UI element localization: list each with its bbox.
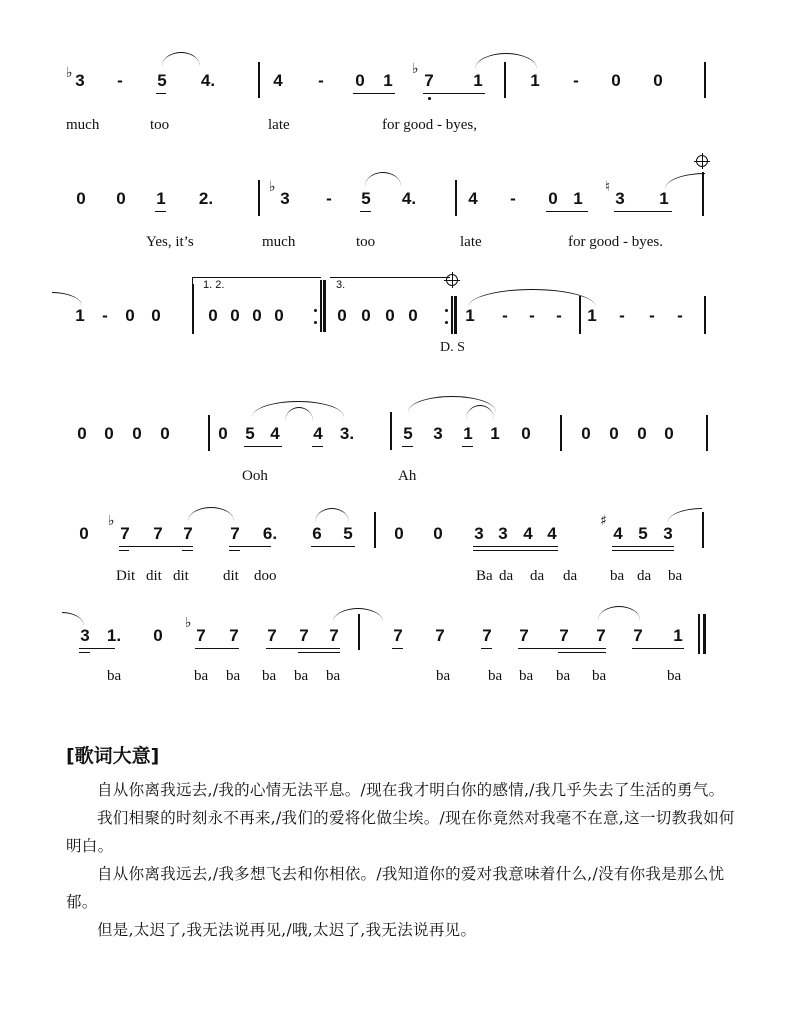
note: 1 — [473, 71, 483, 90]
translation-paragraph: 我们相聚的时刻永不再来,/我们的爱将化做尘埃。/现在你竟然对我毫不在意,这一切教我如何明白。 — [66, 809, 735, 855]
note: 3 — [433, 424, 443, 443]
note: 3 — [75, 71, 85, 90]
end-repeat-barline-thick — [323, 280, 326, 332]
dash: - — [649, 306, 655, 325]
underline — [79, 652, 90, 653]
note: 4. — [200, 71, 216, 90]
note: 3 — [474, 524, 484, 543]
note: 0 — [355, 71, 365, 90]
note: 0 — [394, 524, 404, 543]
lyric: for good - byes. — [568, 234, 663, 250]
lyric: dit — [173, 568, 189, 584]
slur — [365, 172, 401, 186]
underline — [473, 546, 558, 547]
note: 0 — [77, 424, 87, 443]
lyric: ba — [519, 668, 534, 684]
sharp-sign: ♯ — [600, 513, 607, 529]
note: 0 — [151, 306, 161, 325]
underline — [119, 550, 129, 551]
note: 0 — [408, 306, 418, 325]
note: 0 — [218, 424, 228, 443]
note: 0 — [79, 524, 89, 543]
lyric: Ah — [398, 468, 417, 484]
lyric: ba — [592, 668, 607, 684]
tie — [188, 507, 234, 521]
lyric: ba — [326, 668, 341, 684]
barline — [208, 415, 210, 451]
lyric: much — [262, 234, 296, 250]
tie-start — [668, 508, 702, 522]
underline — [311, 546, 355, 547]
dash: - — [318, 71, 324, 90]
note: 4 — [613, 524, 623, 543]
note: 4 — [313, 424, 323, 443]
lyrics-translation — [66, 742, 736, 944]
note: 0 — [361, 306, 371, 325]
note: 0 — [252, 306, 262, 325]
lyric: da — [530, 568, 545, 584]
lyric: ba — [488, 668, 503, 684]
barline — [560, 415, 562, 451]
note: 7 — [229, 626, 239, 645]
note: 0 — [160, 424, 170, 443]
underline — [266, 648, 340, 649]
note: 4 — [270, 424, 280, 443]
note: 4 — [273, 71, 283, 90]
note: 0 — [664, 424, 674, 443]
lyric: ba — [556, 668, 571, 684]
translation-paragraph: 但是,太迟了,我无法说再见,/哦,太迟了,我无法说再见。 — [97, 921, 477, 939]
note: 1 — [383, 71, 393, 90]
lyric: ba — [226, 668, 241, 684]
translation-paragraph: 自从你离我远去,/我的心情无法平息。/现在我才明白你的感情,/我几乎失去了生活的勇气。 — [97, 781, 725, 799]
note: 2. — [198, 189, 214, 208]
dash: - — [102, 306, 108, 325]
lyric: too — [150, 117, 170, 133]
barline — [455, 180, 457, 216]
note: 0 — [548, 189, 558, 208]
note: 7 — [596, 626, 606, 645]
note: 0 — [581, 424, 591, 443]
note: 4 — [547, 524, 557, 543]
underline — [632, 648, 684, 649]
barline — [374, 512, 376, 548]
lyric: much — [66, 117, 100, 133]
underline — [312, 446, 323, 447]
repeat-dot — [445, 309, 448, 312]
dash: - — [529, 306, 535, 325]
dash: - — [326, 189, 332, 208]
lyric: ba — [610, 568, 625, 584]
note: 1 — [75, 306, 85, 325]
note: 3 — [80, 626, 90, 645]
note: 7 — [424, 71, 434, 90]
underline — [546, 211, 588, 212]
final-barline-thick — [703, 614, 706, 654]
note: 3 — [663, 524, 673, 543]
lyric: ba — [194, 668, 209, 684]
note: 1 — [573, 189, 583, 208]
note: 7 — [329, 626, 339, 645]
lyric: Ooh — [242, 468, 268, 484]
lyric: Yes, it’s — [146, 234, 194, 250]
lyric: da — [499, 568, 514, 584]
note: 7 — [299, 626, 309, 645]
note: 1 — [587, 306, 597, 325]
low-octave-dot — [428, 97, 431, 100]
note: 1 — [659, 189, 669, 208]
tie — [598, 606, 640, 620]
note: 7 — [196, 626, 206, 645]
underline — [518, 648, 606, 649]
barline — [702, 172, 704, 216]
note: 0 — [76, 189, 86, 208]
note: 3 — [498, 524, 508, 543]
slur — [162, 52, 200, 66]
underline — [612, 550, 674, 551]
underline — [614, 211, 672, 212]
lyric: late — [268, 117, 290, 133]
lyric: doo — [254, 568, 277, 584]
underline — [462, 446, 473, 447]
note: 0 — [609, 424, 619, 443]
underline — [423, 93, 485, 94]
underline — [229, 546, 271, 547]
flat-sign: ♭ — [185, 615, 192, 631]
underline — [156, 93, 166, 94]
note: 0 — [125, 306, 135, 325]
lyric: ba — [262, 668, 277, 684]
underline — [612, 546, 674, 547]
lyric: ba — [107, 668, 122, 684]
dal-segno-marker: D. S — [440, 340, 465, 355]
note: 5 — [245, 424, 255, 443]
note: 1 — [490, 424, 500, 443]
barline — [504, 62, 506, 98]
barline — [579, 296, 581, 334]
note: 3. — [339, 424, 355, 443]
note: 6. — [262, 524, 278, 543]
barline — [704, 62, 706, 98]
dash: - — [556, 306, 562, 325]
coda-icon — [696, 155, 708, 167]
dash: - — [573, 71, 579, 90]
note: 5 — [403, 424, 413, 443]
lyric: ba — [667, 668, 682, 684]
note: 7 — [559, 626, 569, 645]
note: 1 — [530, 71, 540, 90]
note: 4. — [401, 189, 417, 208]
flat-sign: ♭ — [108, 513, 115, 529]
note: 5 — [361, 189, 371, 208]
flat-sign: ♭ — [412, 61, 419, 77]
note: 0 — [653, 71, 663, 90]
note: 0 — [521, 424, 531, 443]
note: 5 — [638, 524, 648, 543]
lyric: dit — [223, 568, 239, 584]
underline — [392, 648, 403, 649]
volta-label: 3. — [336, 279, 346, 291]
note: 1 — [463, 424, 473, 443]
flat-sign: ♭ — [66, 65, 73, 81]
lyric: Dit — [116, 568, 136, 584]
underline — [119, 546, 193, 547]
note: 7 — [482, 626, 492, 645]
underline — [402, 446, 413, 447]
note: 7 — [267, 626, 277, 645]
note: 7 — [435, 626, 445, 645]
tie-continuation — [52, 292, 82, 306]
end-repeat-barline — [320, 280, 322, 332]
tie-continuation — [62, 612, 84, 626]
lyric: Ba — [476, 568, 493, 584]
note: 3 — [615, 189, 625, 208]
underline — [353, 93, 395, 94]
end-repeat-barline — [451, 296, 453, 334]
underline — [182, 550, 193, 551]
note: 7 — [153, 524, 163, 543]
translation-title: [歌词大意] — [66, 745, 160, 767]
flat-sign: ♭ — [269, 179, 276, 195]
note: 1 — [465, 306, 475, 325]
coda-icon — [446, 274, 458, 286]
dash: - — [510, 189, 516, 208]
lyric: dit — [146, 568, 162, 584]
note: 0 — [433, 524, 443, 543]
note: 0 — [274, 306, 284, 325]
note: 0 — [104, 424, 114, 443]
underline — [298, 652, 340, 653]
underline — [558, 652, 606, 653]
underline — [229, 550, 240, 551]
note: 0 — [208, 306, 218, 325]
dash: - — [502, 306, 508, 325]
barline — [702, 512, 704, 548]
lyric: late — [460, 234, 482, 250]
repeat-dot — [314, 321, 317, 324]
underline — [155, 211, 166, 212]
lyric: too — [356, 234, 376, 250]
tie-to-coda — [665, 173, 705, 189]
volta-label: 1. 2. — [203, 279, 225, 291]
note: 5 — [157, 71, 167, 90]
note: 0 — [116, 189, 126, 208]
note: 6 — [312, 524, 322, 543]
note: 7 — [633, 626, 643, 645]
dash: - — [677, 306, 683, 325]
underline — [79, 648, 115, 649]
underline — [360, 211, 371, 212]
lyric: ba — [668, 568, 683, 584]
note: 7 — [230, 524, 240, 543]
dash: - — [619, 306, 625, 325]
note: 4 — [468, 189, 478, 208]
end-repeat-barline-thick — [454, 296, 457, 334]
note: 0 — [611, 71, 621, 90]
lyric: for good - byes, — [382, 117, 477, 133]
note: 0 — [153, 626, 163, 645]
underline — [473, 550, 558, 551]
lyric: ba — [294, 668, 309, 684]
barline — [704, 296, 706, 334]
note: 7 — [393, 626, 403, 645]
slur — [315, 508, 349, 522]
barline — [706, 415, 708, 451]
repeat-dot — [314, 309, 317, 312]
barline — [390, 412, 392, 450]
dash: - — [117, 71, 123, 90]
tie — [468, 289, 596, 307]
note: 0 — [132, 424, 142, 443]
note: 5 — [343, 524, 353, 543]
slur — [475, 53, 537, 69]
note: 0 — [637, 424, 647, 443]
note: 7 — [519, 626, 529, 645]
note: 1 — [156, 189, 166, 208]
barline — [358, 614, 360, 650]
note: 1 — [673, 626, 683, 645]
natural-sign: ♮ — [605, 179, 611, 195]
note: 1. — [106, 626, 122, 645]
underline — [244, 446, 282, 447]
underline — [195, 648, 239, 649]
note: 0 — [230, 306, 240, 325]
lyric: da — [563, 568, 578, 584]
note: 7 — [183, 524, 193, 543]
note: 0 — [337, 306, 347, 325]
translation-paragraph: 自从你离我远去,/我多想飞去和你相依。/我知道你的爱对我意味着什么,/没有你我是那么忧郁。 — [66, 865, 725, 911]
note: 3 — [280, 189, 290, 208]
barline — [258, 62, 260, 98]
lyric: ba — [436, 668, 451, 684]
note: 4 — [523, 524, 533, 543]
final-barline — [698, 614, 700, 654]
repeat-dot — [445, 321, 448, 324]
note: 7 — [120, 524, 130, 543]
underline — [481, 648, 492, 649]
note: 0 — [385, 306, 395, 325]
barline — [258, 180, 260, 216]
lyric: da — [637, 568, 652, 584]
